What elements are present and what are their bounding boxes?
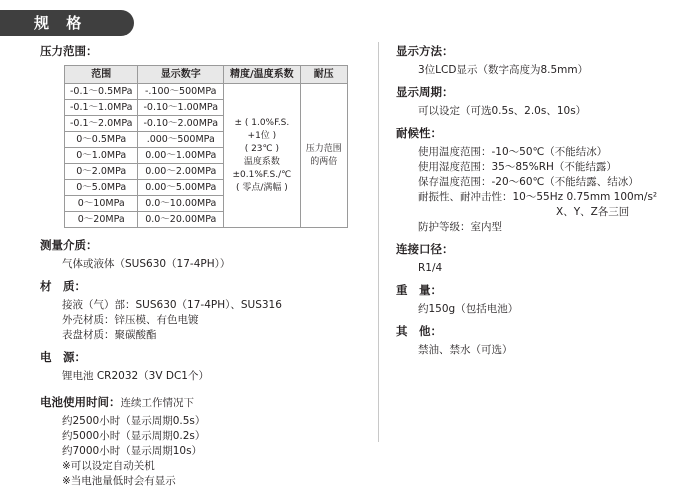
right-column (396, 44, 686, 365)
section-weight (396, 283, 686, 317)
cell-range: 0～0.5MPa (65, 132, 138, 148)
section-line: 3位LCD显示（数字高度为8.5mm） (418, 64, 589, 76)
section-title-connection: 连接口径： (396, 242, 454, 256)
section-battery-title-row (40, 391, 370, 414)
section-line: X、Y、Z各三回 (556, 206, 630, 218)
page-title: 规 格 (34, 14, 88, 32)
table-header-cell: 耐压 (300, 66, 347, 84)
section-line: 保存温度范围：-20～60℃（不能结露、结冰） (418, 176, 639, 188)
cell-display: 0.00～1.00MPa (138, 148, 224, 164)
cell-withstand (300, 84, 347, 228)
section-line: 接液（气）部：SUS630（17-4PH）、SUS316 (62, 299, 282, 311)
accuracy-line: ( 23℃ ) (244, 143, 280, 154)
accuracy-line: ± ( 1.0%F.S. (234, 117, 290, 128)
section-line: 可以设定（可选0.5s、2.0s、10s） (418, 105, 587, 117)
section-line: 锂电池 CR2032（3V DC1个） (62, 370, 209, 382)
section-line: 约7000小时（显示周期10s） (62, 445, 203, 457)
section-title-power: 电 源： (40, 350, 86, 364)
section-title-battery-life: 电池使用时间： (40, 395, 121, 409)
cell-display: 0.00～2.00MPa (138, 164, 224, 180)
section-connection (396, 242, 686, 276)
cell-range: 0～10MPa (65, 196, 138, 212)
table-header-cell: 精度/温度系数 (224, 66, 301, 84)
section-line: 使用温度范围：-10～50℃（不能结冰） (418, 146, 608, 158)
section-line: ※可以设定自动关机 (62, 460, 155, 472)
section-line: 耐振性、耐冲击性：10～55Hz 0.75mm 100m/s² (418, 191, 658, 203)
section-line: 气体或液体（SUS630（17-4PH）） (62, 258, 231, 270)
cell-range: -0.1～0.5MPa (65, 84, 138, 100)
table-row (65, 84, 348, 100)
page-header (0, 10, 700, 36)
section-title-other: 其 他： (396, 324, 442, 338)
section-line: 外壳材质：锌压模、有色电镀 (62, 314, 199, 326)
section-title-display-method: 显示方法： (396, 44, 454, 58)
table-header-cell: 显示数字 (138, 66, 224, 84)
section-other (396, 324, 686, 358)
section-title-weight: 重 量： (396, 283, 442, 297)
section-title-weather-resistance: 耐候性： (396, 126, 442, 140)
cell-range: 0～2.0MPa (65, 164, 138, 180)
accuracy-line: ±0.1%F.S./℃ (232, 169, 292, 180)
section-line: 约5000小时（显示周期0.2s） (62, 430, 206, 442)
section-line: 禁油、禁水（可选） (418, 344, 513, 356)
accuracy-line: ( 零点/满幅 ) (235, 182, 288, 193)
cell-display: -.100～500MPa (138, 84, 224, 100)
section-line: 使用湿度范围：35～85%RH（不能结露） (418, 161, 617, 173)
section-title-pressure-range: 压力范围： (40, 44, 98, 58)
section-line: R1/4 (418, 262, 443, 274)
cell-display: .000～500MPa (138, 132, 224, 148)
section-battery-title-tail: 连续工作情况下 (120, 397, 194, 409)
left-column (40, 44, 370, 496)
column-divider (378, 42, 379, 442)
cell-range: -0.1～2.0MPa (65, 116, 138, 132)
cell-display: 0.0～10.00MPa (138, 196, 224, 212)
section-line: ※当电池量低时会有显示 (62, 475, 176, 487)
cell-display: -0.10～1.00MPa (138, 100, 224, 116)
cell-accuracy (224, 84, 301, 228)
section-material (40, 279, 370, 343)
cell-range: 0～20MPa (65, 212, 138, 228)
withstand-line: 的两倍 (310, 156, 338, 167)
cell-range: 0～5.0MPa (65, 180, 138, 196)
table-header-cell: 范围 (65, 66, 138, 84)
cell-display: -0.10～2.00MPa (138, 116, 224, 132)
section-battery-life (40, 391, 370, 489)
table-header-row (65, 66, 348, 84)
section-weather-resistance (396, 126, 686, 235)
section-power (40, 350, 370, 384)
cell-range: 0～1.0MPa (65, 148, 138, 164)
section-title-material: 材 质： (40, 279, 86, 293)
cell-display: 0.0～20.00MPa (138, 212, 224, 228)
accuracy-line: +1位 ) (247, 130, 277, 141)
section-line: 表盘材质：聚碳酸酯 (62, 329, 157, 341)
cell-display: 0.00～5.00MPa (138, 180, 224, 196)
withstand-line: 压力范围 (305, 143, 342, 154)
section-title-display-cycle: 显示周期： (396, 85, 454, 99)
accuracy-line: 温度系数 (243, 156, 280, 167)
section-medium (40, 238, 370, 272)
cell-range: -0.1～1.0MPa (65, 100, 138, 116)
section-line: 约150g（包括电池） (418, 303, 519, 315)
section-display-method (396, 44, 686, 78)
section-line: 防护等级：室内型 (418, 221, 502, 233)
section-display-cycle (396, 85, 686, 119)
pressure-range-table (64, 65, 348, 228)
section-line: 约2500小时（显示周期0.5s） (62, 415, 206, 427)
section-title-medium: 测量介质： (40, 238, 98, 252)
